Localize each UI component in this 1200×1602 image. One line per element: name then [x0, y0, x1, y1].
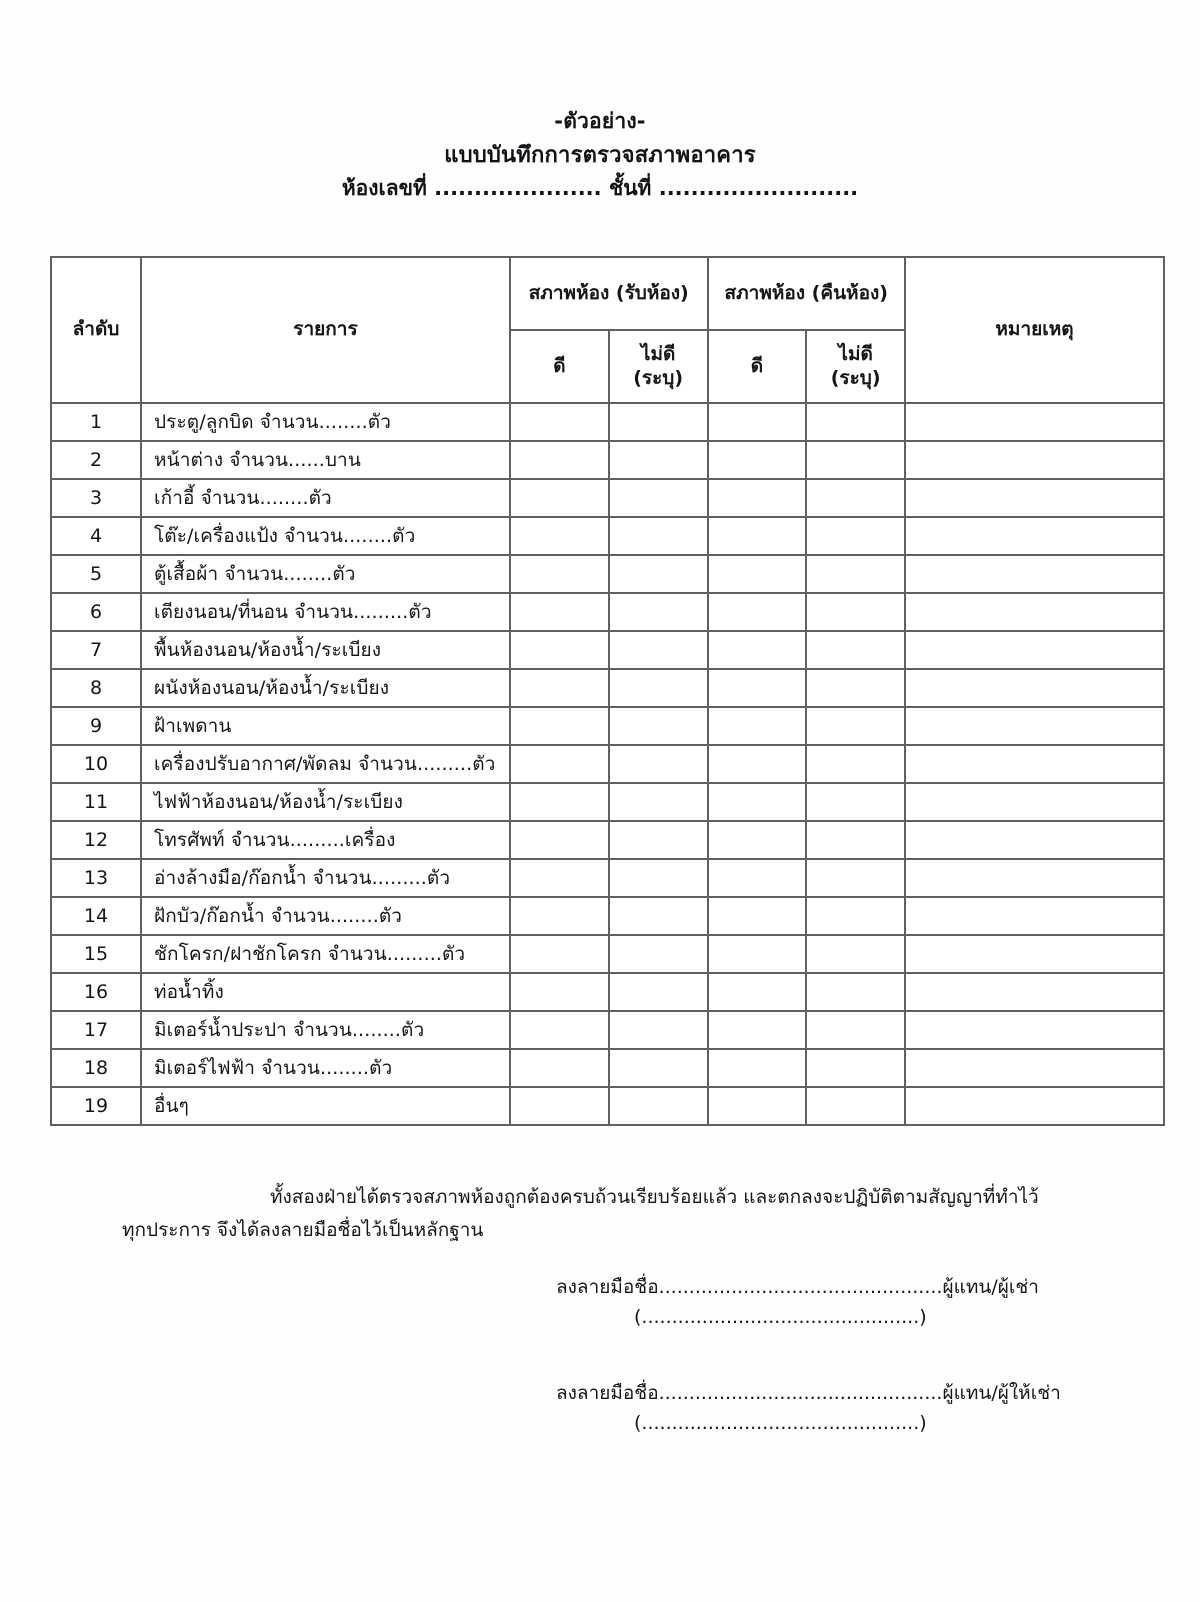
receive-bad-cell[interactable] [609, 669, 708, 707]
return-bad-cell[interactable] [806, 669, 905, 707]
return-good-cell[interactable] [708, 859, 807, 897]
receive-bad-cell[interactable] [609, 859, 708, 897]
remark-cell[interactable] [905, 859, 1164, 897]
column-header-return-bad [806, 330, 905, 403]
row-item-label: มิเตอร์น้ำประปา จำนวน........ตัว [141, 1011, 510, 1049]
room-floor-fields: ห้องเลขที่ ..................... ชั้นที่ ......................... [341, 175, 859, 200]
row-item-label: อื่นๆ [141, 1087, 510, 1125]
return-bad-cell[interactable] [806, 973, 905, 1011]
remark-cell[interactable] [905, 1011, 1164, 1049]
remark-cell[interactable] [905, 403, 1164, 441]
row-number: 3 [51, 479, 141, 517]
row-item-label: โต๊ะ/เครื่องแป้ง จำนวน........ตัว [141, 517, 510, 555]
row-number: 8 [51, 669, 141, 707]
return-bad-cell[interactable] [806, 821, 905, 859]
row-item-label: พื้นห้องนอน/ห้องน้ำ/ระเบียง [141, 631, 510, 669]
row-item-label: ประตู/ลูกบิด จำนวน........ตัว [141, 403, 510, 441]
return-good-cell[interactable] [708, 403, 807, 441]
return-good-cell[interactable] [708, 479, 807, 517]
remark-cell[interactable] [905, 783, 1164, 821]
row-item-label: ฝ้าเพดาน [141, 707, 510, 745]
row-item-label: เครื่องปรับอากาศ/พัดลม จำนวน.........ตัว [141, 745, 510, 783]
row-number: 16 [51, 973, 141, 1011]
return-bad-cell[interactable] [806, 935, 905, 973]
column-header-group-return: สภาพห้อง (คืนห้อง) [708, 257, 906, 330]
return-bad-cell[interactable] [806, 1049, 905, 1087]
return-bad-cell[interactable] [806, 707, 905, 745]
return-good-cell[interactable] [708, 593, 807, 631]
table-row [51, 517, 1164, 555]
row-number: 1 [51, 403, 141, 441]
row-number: 4 [51, 517, 141, 555]
remark-cell[interactable] [905, 479, 1164, 517]
row-item-label: ฝักบัว/ก๊อกน้ำ จำนวน........ตัว [141, 897, 510, 935]
table-row [51, 783, 1164, 821]
table-row [51, 1049, 1164, 1087]
receive-good-cell[interactable] [510, 1049, 609, 1087]
remark-cell[interactable] [905, 1087, 1164, 1125]
remark-cell[interactable] [905, 631, 1164, 669]
remark-cell[interactable] [905, 821, 1164, 859]
table-row [51, 1087, 1164, 1125]
receive-bad-cell[interactable] [609, 707, 708, 745]
table-row [51, 1011, 1164, 1049]
remark-cell[interactable] [905, 669, 1164, 707]
receive-good-cell[interactable] [510, 631, 609, 669]
receive-good-cell[interactable] [510, 745, 609, 783]
return-bad-cell[interactable] [806, 859, 905, 897]
table-row [51, 479, 1164, 517]
return-good-cell[interactable] [708, 973, 807, 1011]
return-bad-line2: (ระบุ) [830, 366, 881, 389]
signature-line-tenant[interactable]: ลงลายมือชื่อ...............................................ผู้แทน/ผู้เช่า [556, 1276, 1039, 1298]
remark-cell[interactable] [905, 897, 1164, 935]
column-header-group-receive: สภาพห้อง (รับห้อง) [510, 257, 708, 330]
receive-good-cell[interactable] [510, 897, 609, 935]
receive-good-cell[interactable] [510, 821, 609, 859]
remark-cell[interactable] [905, 707, 1164, 745]
row-number: 5 [51, 555, 141, 593]
row-number: 7 [51, 631, 141, 669]
receive-bad-cell[interactable] [609, 1049, 708, 1087]
return-bad-cell[interactable] [806, 745, 905, 783]
signature-block-tenant [556, 1272, 1076, 1332]
receive-good-cell[interactable] [510, 593, 609, 631]
return-bad-cell[interactable] [806, 1011, 905, 1049]
row-number: 6 [51, 593, 141, 631]
row-number: 18 [51, 1049, 141, 1087]
remark-cell[interactable] [905, 517, 1164, 555]
row-number: 13 [51, 859, 141, 897]
return-good-cell[interactable] [708, 1049, 807, 1087]
return-bad-cell[interactable] [806, 631, 905, 669]
receive-good-cell[interactable] [510, 403, 609, 441]
signature-name-tenant[interactable]: (..............................................) [634, 1306, 927, 1329]
receive-bad-cell[interactable] [609, 745, 708, 783]
row-item-label: มิเตอร์ไฟฟ้า จำนวน........ตัว [141, 1049, 510, 1087]
return-bad-cell[interactable] [806, 897, 905, 935]
return-good-cell[interactable] [708, 555, 807, 593]
receive-bad-cell[interactable] [609, 593, 708, 631]
return-bad-cell[interactable] [806, 555, 905, 593]
return-bad-cell[interactable] [806, 403, 905, 441]
row-number: 17 [51, 1011, 141, 1049]
row-number: 2 [51, 441, 141, 479]
remark-cell[interactable] [905, 555, 1164, 593]
table-head [51, 257, 1164, 403]
return-good-cell[interactable] [708, 631, 807, 669]
table-row [51, 403, 1164, 441]
closing-paragraph: ทั้งสองฝ่ายได้ตรวจสภาพห้องถูกต้องครบถ้วนเรียบร้อยแล้ว และตกลงจะปฏิบัติตามสัญญาที่ทำไว้ทุกประการ จึงได้ลงลายมือชื่อไว้เป็นหลักฐาน [122, 1186, 1039, 1241]
row-number: 10 [51, 745, 141, 783]
row-item-label: ท่อน้ำทิ้ง [141, 973, 510, 1011]
receive-good-cell[interactable] [510, 859, 609, 897]
signature-name-lessor[interactable]: (..............................................) [634, 1412, 927, 1435]
page-title: แบบบันทึกการตรวจสภาพอาคาร [444, 142, 756, 168]
row-item-label: ไฟฟ้าห้องนอน/ห้องน้ำ/ระเบียง [141, 783, 510, 821]
document-header [0, 108, 1200, 202]
return-bad-cell[interactable] [806, 479, 905, 517]
return-good-cell[interactable] [708, 745, 807, 783]
remark-cell[interactable] [905, 745, 1164, 783]
inspection-table [50, 256, 1165, 1126]
row-item-label: โทรศัพท์ จำนวน.........เครื่อง [141, 821, 510, 859]
receive-bad-line1: ไม่ดี [640, 342, 676, 365]
table-body [51, 403, 1164, 1125]
remark-cell[interactable] [905, 593, 1164, 631]
return-bad-cell[interactable] [806, 783, 905, 821]
remark-cell[interactable] [905, 1049, 1164, 1087]
row-item-label: อ่างล้างมือ/ก๊อกน้ำ จำนวน.........ตัว [141, 859, 510, 897]
table-row [51, 745, 1164, 783]
table-row [51, 897, 1164, 935]
return-good-cell[interactable] [708, 935, 807, 973]
row-item-label: ชักโครก/ฝาชักโครก จำนวน.........ตัว [141, 935, 510, 973]
receive-bad-line2: (ระบุ) [633, 366, 684, 389]
table-row [51, 821, 1164, 859]
row-item-label: ตู้เสื้อผ้า จำนวน........ตัว [141, 555, 510, 593]
signature-line-lessor[interactable]: ลงลายมือชื่อ...............................................ผู้แทน/ผู้ให้เช่า [556, 1382, 1061, 1404]
return-bad-cell[interactable] [806, 1087, 905, 1125]
receive-bad-cell[interactable] [609, 1087, 708, 1125]
receive-bad-cell[interactable] [609, 935, 708, 973]
remark-cell[interactable] [905, 935, 1164, 973]
receive-bad-cell[interactable] [609, 403, 708, 441]
column-header-receive-good: ดี [510, 330, 609, 403]
return-good-cell[interactable] [708, 517, 807, 555]
row-number: 15 [51, 935, 141, 973]
receive-bad-cell[interactable] [609, 517, 708, 555]
table-row [51, 555, 1164, 593]
row-item-label: ผนังห้องนอน/ห้องน้ำ/ระเบียง [141, 669, 510, 707]
receive-good-cell[interactable] [510, 555, 609, 593]
receive-good-cell[interactable] [510, 1011, 609, 1049]
receive-good-cell[interactable] [510, 517, 609, 555]
receive-bad-cell[interactable] [609, 479, 708, 517]
row-item-label: เก้าอี้ จำนวน........ตัว [141, 479, 510, 517]
return-good-cell[interactable] [708, 441, 807, 479]
return-bad-cell[interactable] [806, 593, 905, 631]
receive-bad-cell[interactable] [609, 1011, 708, 1049]
receive-bad-cell[interactable] [609, 555, 708, 593]
column-header-item: รายการ [141, 257, 510, 403]
receive-bad-cell[interactable] [609, 897, 708, 935]
table-row [51, 859, 1164, 897]
table-row [51, 935, 1164, 973]
document-sample-label: -ตัวอย่าง- [554, 109, 646, 133]
return-good-cell[interactable] [708, 707, 807, 745]
table-header-row-group [51, 257, 1164, 330]
receive-good-cell[interactable] [510, 669, 609, 707]
receive-bad-cell[interactable] [609, 631, 708, 669]
row-item-label: หน้าต่าง จำนวน......บาน [141, 441, 510, 479]
return-good-cell[interactable] [708, 1087, 807, 1125]
return-bad-cell[interactable] [806, 441, 905, 479]
receive-good-cell[interactable] [510, 783, 609, 821]
return-good-cell[interactable] [708, 1011, 807, 1049]
return-good-cell[interactable] [708, 821, 807, 859]
receive-bad-cell[interactable] [609, 973, 708, 1011]
receive-bad-cell[interactable] [609, 441, 708, 479]
column-header-return-good: ดี [708, 330, 807, 403]
column-header-receive-bad [609, 330, 708, 403]
receive-good-cell[interactable] [510, 441, 609, 479]
column-header-no: ลำดับ [51, 257, 141, 403]
column-header-remark: หมายเหตุ [905, 257, 1164, 403]
signature-block-lessor [556, 1378, 1076, 1438]
return-bad-cell[interactable] [806, 517, 905, 555]
receive-bad-cell[interactable] [609, 821, 708, 859]
receive-good-cell[interactable] [510, 707, 609, 745]
row-number: 9 [51, 707, 141, 745]
remark-cell[interactable] [905, 441, 1164, 479]
receive-bad-cell[interactable] [609, 783, 708, 821]
receive-good-cell[interactable] [510, 479, 609, 517]
row-number: 14 [51, 897, 141, 935]
table-row [51, 441, 1164, 479]
remark-cell[interactable] [905, 973, 1164, 1011]
table-row [51, 669, 1164, 707]
receive-good-cell[interactable] [510, 973, 609, 1011]
table-row [51, 973, 1164, 1011]
return-good-cell[interactable] [708, 669, 807, 707]
receive-good-cell[interactable] [510, 1087, 609, 1125]
row-number: 19 [51, 1087, 141, 1125]
return-bad-line1: ไม่ดี [838, 342, 873, 365]
table-row [51, 593, 1164, 631]
table-row [51, 707, 1164, 745]
table-row [51, 631, 1164, 669]
row-number: 11 [51, 783, 141, 821]
return-good-cell[interactable] [708, 897, 807, 935]
row-item-label: เตียงนอน/ที่นอน จำนวน.........ตัว [141, 593, 510, 631]
receive-good-cell[interactable] [510, 935, 609, 973]
row-number: 12 [51, 821, 141, 859]
return-good-cell[interactable] [708, 783, 807, 821]
